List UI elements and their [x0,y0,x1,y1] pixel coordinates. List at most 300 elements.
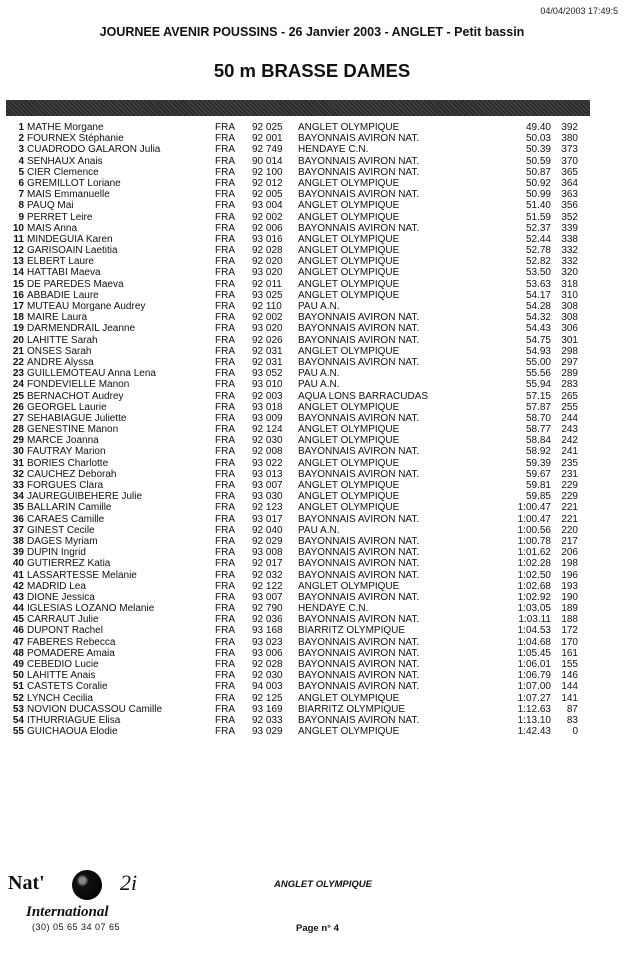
nationality: FRA [215,401,235,413]
points: 310 [561,289,578,301]
swimmer-name: JAUREGUIBEHERE Julie [27,491,143,503]
license-number: 92 001 [252,133,283,145]
rank-cell: 29 [12,435,24,447]
swimmer-name: DUPIN Ingrid [27,547,86,559]
table-row [6,570,606,581]
swim-time: 54.43 [525,323,551,335]
rank-cell: 10 [12,222,24,234]
swim-time: 1:00.47 [517,502,551,514]
points: 146 [561,670,578,682]
swim-time: 59.81 [525,480,551,491]
table-row [6,614,606,625]
points: 265 [561,390,578,402]
rank-cell: 1 [18,122,24,133]
club-name: BAYONNAIS AVIRON NAT. [298,647,420,659]
table-row [6,267,606,278]
logo-brand-right: 2i [120,870,138,895]
club-name: BAYONNAIS AVIRON NAT. [298,659,420,670]
swim-time: 1:42.43 [517,726,551,738]
license-number: 92 031 [252,356,283,368]
table-row [6,681,606,692]
club-name: BAYONNAIS AVIRON NAT. [298,133,420,145]
license-number: 93 007 [252,591,283,603]
rank-cell: 31 [12,457,24,469]
nationality: FRA [215,614,235,626]
club-name: BIARRITZ OLYMPIQUE [298,625,406,637]
footer-club: ANGLET OLYMPIQUE [274,879,372,890]
license-number: 93 168 [252,625,283,637]
points: 229 [561,480,578,491]
points: 198 [561,558,578,570]
license-number: 92 036 [252,614,283,626]
swim-time: 59.39 [525,457,551,469]
license-number: 92 006 [252,222,283,234]
table-row [6,547,606,558]
table-row [6,167,606,178]
rank-cell: 49 [12,659,24,670]
nationality: FRA [215,468,235,480]
swim-time: 52.44 [525,233,551,245]
table-row [6,424,606,435]
license-number: 92 005 [252,189,283,201]
table-row [6,402,606,413]
club-name: BAYONNAIS AVIRON NAT. [298,468,420,480]
swimmer-name: LASSARTESSE Melanie [27,569,137,581]
license-number: 92 123 [252,502,283,514]
table-row [6,670,606,681]
nationality: FRA [215,524,235,536]
table-row [6,234,606,245]
swimmer-name: MINDEGUIA Karen [27,233,113,245]
swimmer-name: BERNACHOT Audrey [27,390,124,402]
license-number: 92 002 [252,312,283,324]
nationality: FRA [215,480,235,491]
club-name: BAYONNAIS AVIRON NAT. [298,155,420,167]
rank-cell: 23 [12,368,24,380]
points: 161 [561,647,578,659]
swimmer-name: MAIS Anna [27,222,78,234]
rank-cell: 22 [12,356,24,368]
swim-time: 1:07.00 [517,681,551,693]
nationality: FRA [215,368,235,380]
swim-time: 50.87 [525,166,551,178]
swim-time: 55.00 [525,356,551,368]
points: 308 [561,301,578,312]
club-name: ANGLET OLYMPIQUE [298,726,400,738]
swimmer-name: CIER Clemence [27,166,99,178]
nationality: FRA [215,435,235,447]
rank-cell: 2 [18,133,24,145]
swimmer-name: FONDEVIELLE Manon [27,379,130,391]
swimmer-name: ELBERT Laure [27,256,94,268]
swim-time: 1:02.50 [517,569,551,581]
table-row [6,726,606,737]
swimmer-name: CAUCHEZ Deborah [27,468,117,480]
swimmer-name: NOVION DUCASSOU Camille [27,703,163,715]
nationality: FRA [215,513,235,525]
swim-time: 50.39 [525,144,551,156]
club-name: BIARRITZ OLYMPIQUE [298,703,406,715]
club-name: BAYONNAIS AVIRON NAT. [298,513,420,525]
swimmer-name: SEHABIAGUE Juliette [27,412,127,424]
nationality: FRA [215,189,235,201]
swimmer-name: GUTIERREZ Katia [27,558,111,570]
license-number: 92 017 [252,558,283,570]
swim-time: 1:13.10 [517,714,551,726]
swim-time: 51.40 [525,200,551,212]
swimmer-name: GEORGEL Laurie [27,401,107,413]
table-row [6,290,606,301]
swimmer-name: ABBADIE Laure [27,289,99,301]
table-row [6,245,606,256]
nationality: FRA [215,222,235,234]
license-number: 93 022 [252,457,283,469]
swimmer-name: MAIRE Laura [27,312,88,324]
club-name: ANGLET OLYMPIQUE [298,211,400,223]
swim-time: 58.92 [525,446,551,458]
rank-cell: 36 [12,513,24,525]
rank-cell: 15 [12,278,24,290]
club-name: BAYONNAIS AVIRON NAT. [298,356,420,368]
table-row [6,212,606,223]
license-number: 93 023 [252,636,283,648]
club-name: BAYONNAIS AVIRON NAT. [298,670,420,682]
club-name: BAYONNAIS AVIRON NAT. [298,189,420,201]
points: 141 [561,692,578,704]
rank-cell: 20 [12,334,24,346]
swimmer-name: LAHITTE Anais [27,670,96,682]
license-number: 93 009 [252,412,283,424]
nationality: FRA [215,345,235,357]
license-number: 92 100 [252,166,283,178]
license-number: 93 020 [252,267,283,279]
rank-cell: 35 [12,502,24,514]
points: 332 [561,256,578,268]
nationality: FRA [215,122,235,133]
logo-phone: (30) 05 65 34 07 65 [32,922,121,932]
swim-time: 1:04.68 [517,636,551,648]
club-name: BAYONNAIS AVIRON NAT. [298,166,420,178]
swim-time: 59.67 [525,468,551,480]
club-name: ANGLET OLYMPIQUE [298,401,400,413]
nationality: FRA [215,155,235,167]
swim-time: 1:00.78 [517,535,551,547]
table-row [6,446,606,457]
points: 221 [561,513,578,525]
nationality: FRA [215,591,235,603]
rank-cell: 50 [12,670,24,682]
license-number: 92 033 [252,714,283,726]
rank-cell: 16 [12,289,24,301]
rank-cell: 32 [12,468,24,480]
swim-time: 57.15 [525,390,551,402]
swimmer-name: MADRID Lea [27,580,86,592]
table-row [6,715,606,726]
nationality: FRA [215,390,235,402]
table-row [6,368,606,379]
license-number: 92 032 [252,569,283,581]
nationality: FRA [215,692,235,704]
nationality: FRA [215,312,235,324]
club-name: ANGLET OLYMPIQUE [298,435,400,447]
rank-cell: 17 [12,301,24,312]
nationality: FRA [215,647,235,659]
table-row [6,435,606,446]
swim-time: 54.75 [525,334,551,346]
points: 172 [561,625,578,637]
swim-time: 1:04.53 [517,625,551,637]
swimmer-name: GUILLEMOTEAU Anna Lena [27,368,156,380]
swim-time: 1:05.45 [517,647,551,659]
swimmer-name: CEBEDIO Lucie [27,659,99,670]
swimmer-name: POMADERE Amaia [27,647,115,659]
license-number: 92 008 [252,446,283,458]
club-name: ANGLET OLYMPIQUE [298,502,400,514]
license-number: 92 002 [252,211,283,223]
club-name: ANGLET OLYMPIQUE [298,345,400,357]
swim-time: 1:07.27 [517,692,551,704]
points: 365 [561,166,578,178]
swimmer-name: PERRET Leire [27,211,93,223]
points: 206 [561,547,578,559]
rank-cell: 14 [12,267,24,279]
swim-time: 1:06.01 [517,659,551,670]
club-name: BAYONNAIS AVIRON NAT. [298,636,420,648]
nationality: FRA [215,580,235,592]
nationality: FRA [215,200,235,212]
rank-cell: 26 [12,401,24,413]
points: 144 [561,681,578,693]
club-name: BAYONNAIS AVIRON NAT. [298,412,420,424]
nationality: FRA [215,636,235,648]
rank-cell: 38 [12,535,24,547]
rank-cell: 55 [12,726,24,738]
rank-cell: 51 [12,681,24,693]
rank-cell: 39 [12,547,24,559]
rank-cell: 42 [12,580,24,592]
club-name: ANGLET OLYMPIQUE [298,480,400,491]
table-row [6,659,606,670]
nat2i-logo [8,870,168,940]
club-name: HENDAYE C.N. [298,144,369,156]
swim-time: 49.40 [525,122,551,133]
rank-cell: 40 [12,558,24,570]
swim-time: 1:02.28 [517,558,551,570]
license-number: 93 010 [252,379,283,391]
swim-time: 50.99 [525,189,551,201]
club-name: BAYONNAIS AVIRON NAT. [298,547,420,559]
nationality: FRA [215,424,235,436]
table-header-band [6,100,590,116]
table-row [6,357,606,368]
table-row [6,581,606,592]
license-number: 93 018 [252,401,283,413]
license-number: 92 026 [252,334,283,346]
table-row [6,525,606,536]
license-number: 92 028 [252,659,283,670]
swim-time: 57.87 [525,401,551,413]
license-number: 92 749 [252,144,283,156]
rank-cell: 45 [12,614,24,626]
swimmer-name: DAGES Myriam [27,535,98,547]
points: 301 [561,334,578,346]
nationality: FRA [215,547,235,559]
table-row [6,514,606,525]
points: 352 [561,211,578,223]
swimmer-name: LYNCH Cecilia [27,692,93,704]
points: 244 [561,412,578,424]
license-number: 92 110 [252,301,282,312]
club-name: BAYONNAIS AVIRON NAT. [298,334,420,346]
points: 298 [561,345,578,357]
club-name: ANGLET OLYMPIQUE [298,233,400,245]
license-number: 93 029 [252,726,283,738]
license-number: 93 020 [252,323,283,335]
table-row [6,592,606,603]
swimmer-name: MATHE Morgane [27,122,104,133]
license-number: 92 031 [252,345,283,357]
points: 297 [561,356,578,368]
swimmer-name: MAIS Emmanuelle [27,189,110,201]
points: 229 [561,491,578,503]
swimmer-name: FORGUES Clara [27,480,104,491]
license-number: 92 011 [252,278,282,290]
swimmer-name: DIONE Jessica [27,591,95,603]
license-number: 93 016 [252,233,283,245]
nationality: FRA [215,491,235,503]
club-name: ANGLET OLYMPIQUE [298,692,400,704]
club-name: ANGLET OLYMPIQUE [298,177,400,189]
logo-brand-left: Nat' [8,872,45,894]
points: 363 [561,189,578,201]
nationality: FRA [215,412,235,424]
club-name: BAYONNAIS AVIRON NAT. [298,558,420,570]
points: 221 [561,502,578,514]
club-name: BAYONNAIS AVIRON NAT. [298,312,420,324]
license-number: 93 052 [252,368,283,380]
points: 255 [561,401,578,413]
nationality: FRA [215,211,235,223]
table-row [6,693,606,704]
swim-time: 1:03.11 [518,614,551,626]
points: 190 [561,591,578,603]
nationality: FRA [215,166,235,178]
swimmer-name: IGLESIAS LOZANO Melanie [27,603,155,615]
points: 189 [561,603,578,615]
points: 87 [566,703,578,715]
nationality: FRA [215,569,235,581]
club-name: PAU A.N. [298,368,340,380]
points: 318 [561,278,578,290]
swim-time: 52.78 [525,245,551,257]
table-row [6,279,606,290]
logo-brand-sub: International [26,904,109,920]
license-number: 90 014 [252,155,283,167]
points: 308 [561,312,578,324]
license-number: 92 025 [252,122,283,133]
points: 83 [566,714,578,726]
rank-cell: 25 [12,390,24,402]
club-name: ANGLET OLYMPIQUE [298,491,400,503]
license-number: 92 030 [252,435,283,447]
table-row [6,458,606,469]
license-number: 92 122 [252,580,283,592]
club-name: ANGLET OLYMPIQUE [298,457,400,469]
points: 243 [561,424,578,436]
table-row [6,502,606,513]
swim-time: 1:03.05 [517,603,551,615]
points: 370 [561,155,578,167]
swim-time: 50.59 [525,155,551,167]
points: 392 [561,122,578,133]
swimmer-name: BORIES Charlotte [27,457,109,469]
rank-cell: 41 [12,569,24,581]
club-name: BAYONNAIS AVIRON NAT. [298,446,420,458]
event-title: 50 m BRASSE DAMES [213,60,411,81]
swim-time: 1:06.79 [517,670,551,682]
license-number: 92 029 [252,535,283,547]
license-number: 92 030 [252,670,283,682]
swim-time: 1:00.56 [517,524,551,536]
rank-cell: 21 [12,345,24,357]
points: 373 [561,144,578,156]
rank-cell: 27 [12,412,24,424]
swimmer-name: GARISOAIN Laetitia [27,245,118,257]
table-row [6,223,606,234]
points: 338 [561,233,578,245]
swim-time: 54.93 [525,345,551,357]
swim-time: 1:02.68 [517,580,551,592]
rank-cell: 43 [12,591,24,603]
license-number: 92 124 [252,424,283,436]
club-name: BAYONNAIS AVIRON NAT. [298,569,420,581]
club-name: AQUA LONS BARRACUDAS [298,390,429,402]
swimmer-name: DUPONT Rachel [27,625,103,637]
rank-cell: 6 [18,177,24,189]
swim-time: 58.77 [525,424,551,436]
table-row [6,637,606,648]
swimmer-name: ITHURRIAGUE Elisa [27,714,121,726]
club-name: BAYONNAIS AVIRON NAT. [298,222,420,234]
rank-cell: 48 [12,647,24,659]
nationality: FRA [215,457,235,469]
table-row [6,603,606,614]
nationality: FRA [215,233,235,245]
license-number: 93 030 [252,491,283,503]
license-number: 92 003 [252,390,283,402]
club-name: ANGLET OLYMPIQUE [298,289,400,301]
nationality: FRA [215,245,235,257]
table-row [6,491,606,502]
nationality: FRA [215,603,235,615]
swim-time: 54.17 [525,289,551,301]
swim-time: 58.84 [525,435,551,447]
rank-cell: 5 [18,166,24,178]
rank-cell: 47 [12,636,24,648]
license-number: 92 012 [252,177,283,189]
club-name: ANGLET OLYMPIQUE [298,200,400,212]
table-row [6,480,606,491]
swim-time: 58.70 [525,412,551,424]
rank-cell: 18 [12,312,24,324]
rank-cell: 46 [12,625,24,637]
points: 306 [561,323,578,335]
points: 332 [561,245,578,257]
points: 170 [561,636,578,648]
swim-ball-icon [72,870,102,900]
license-number: 93 004 [252,200,283,212]
swim-time: 1:00.47 [517,513,551,525]
